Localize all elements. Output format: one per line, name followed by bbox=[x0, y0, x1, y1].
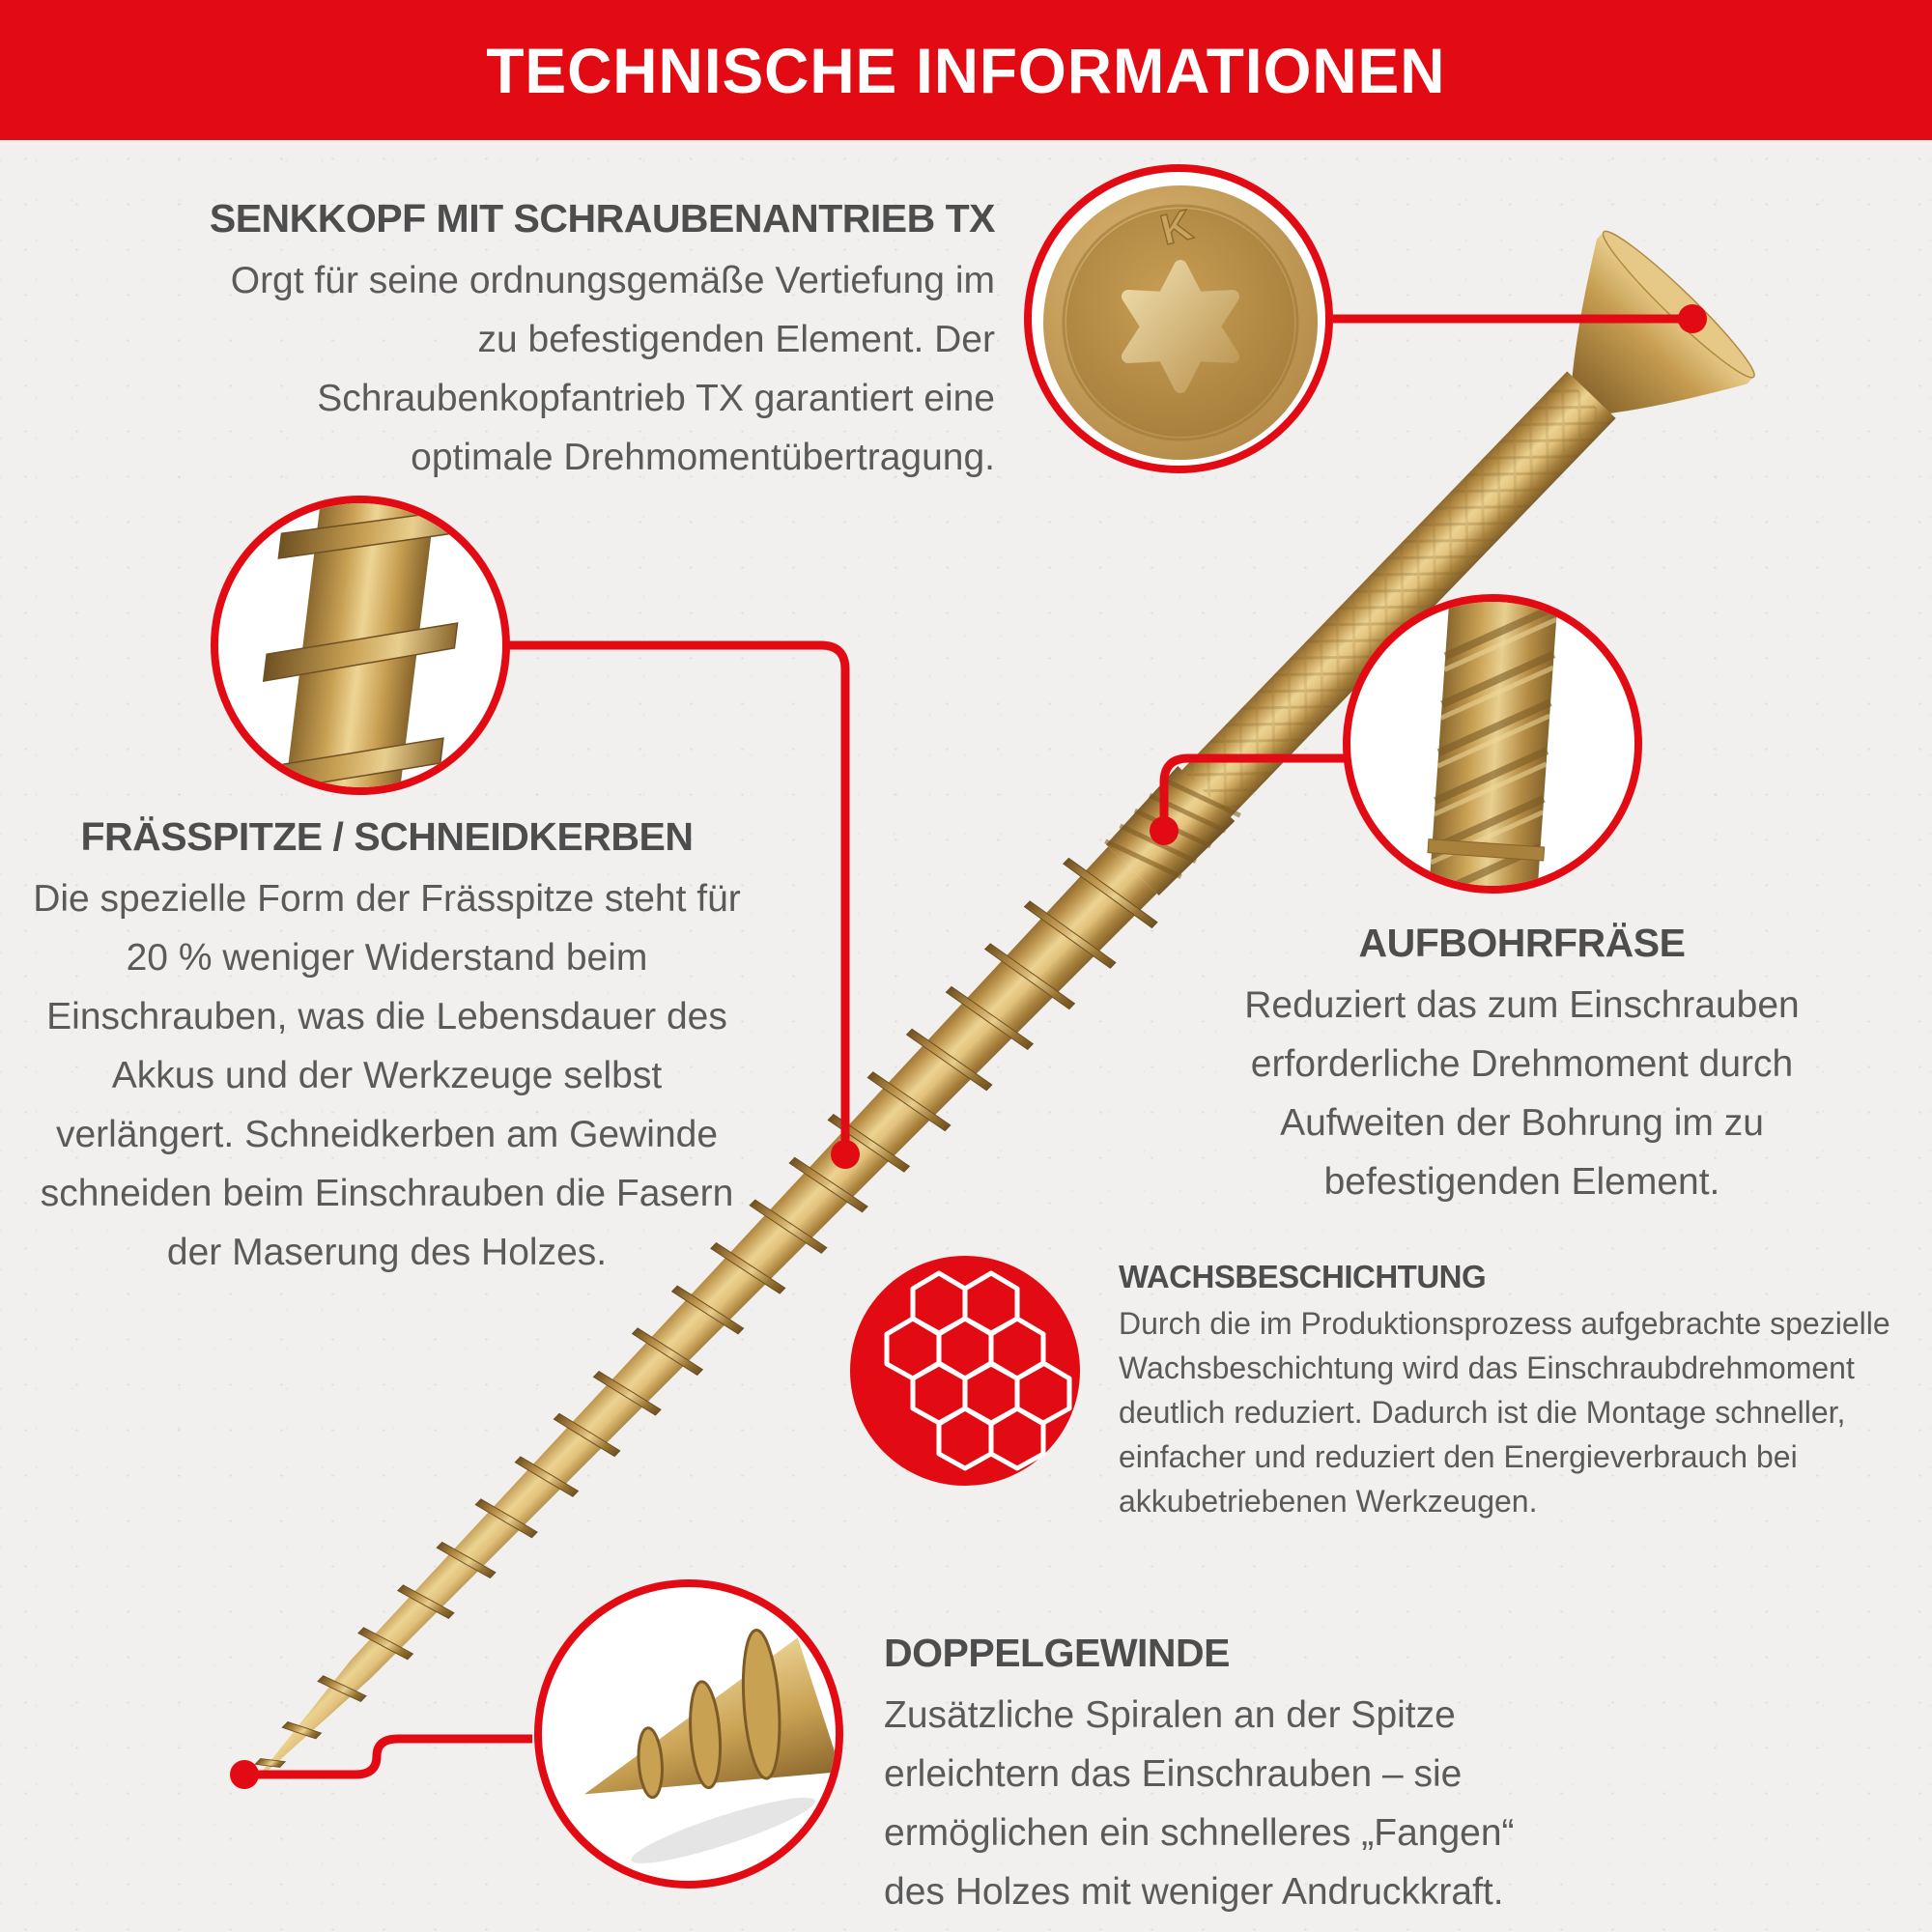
wachsbeschichtung-heading: WACHSBESCHICHTUNG bbox=[1119, 1259, 1487, 1294]
aufbohrfraese-body: Reduziert das zum Einschrauben erforderliche Drehmoment durch Aufweiten der Bohrung im zu befestigenden Element. bbox=[1244, 984, 1800, 1203]
section-fraesspitze bbox=[27, 814, 747, 1282]
section-wachsbeschichtung bbox=[1119, 1259, 1911, 1523]
callout-screw-head bbox=[1024, 164, 1333, 473]
callout-thread-detail bbox=[211, 496, 510, 795]
page-title: TECHNISCHE INFORMATIONEN bbox=[486, 34, 1446, 106]
leader-tip bbox=[244, 1739, 532, 1775]
leader-mill bbox=[1164, 758, 1348, 817]
doppelgewinde-heading: DOPPELGEWINDE bbox=[884, 1631, 1230, 1675]
section-doppelgewinde bbox=[884, 1631, 1579, 1921]
tip-detail bbox=[542, 1587, 836, 1881]
wachsbeschichtung-body: Durch die im Produktionsprozess aufgebrachte spezielle Wachsbeschichtung wird das Einschraubdrehmoment deutlich reduziert. Dadurch ist die Montage schneller, einfacher und reduziert den Energieverbrauch bei akkubetriebenen Werkzeugen. bbox=[1119, 1306, 1890, 1519]
aufbohrfraese-heading: AUFBOHRFRÄSE bbox=[1358, 921, 1686, 965]
callout-tip-detail bbox=[534, 1579, 843, 1889]
mill-detail bbox=[1350, 602, 1634, 886]
wax-coating-badge bbox=[850, 1256, 1080, 1486]
title-banner bbox=[0, 0, 1932, 140]
doppelgewinde-body: Zusätzliche Spiralen an der Spitze erleichtern das Einschrauben – sie ermöglichen ein schnelleres „Fangen“ des Holzes mit weniger Andruckkraft. bbox=[884, 1694, 1515, 1913]
head-stamp-letter: K bbox=[1155, 201, 1198, 255]
callout-mill-detail bbox=[1343, 594, 1642, 894]
fraesspitze-heading: FRÄSSPITZE / SCHNEIDKERBEN bbox=[80, 814, 694, 859]
thread-detail bbox=[218, 503, 502, 787]
section-senkkopf bbox=[198, 196, 995, 487]
section-aufbohrfraese bbox=[1177, 921, 1867, 1211]
senkkopf-heading: SENKKOPF MIT SCHRAUBENANTRIEB TX bbox=[209, 196, 995, 241]
fraesspitze-body: Die spezielle Form der Frässpitze steht für 20 % weniger Widerstand beim Einschrauben, was die Lebensdauer des Akkus und der Werkzeuge selbst verlängert. Schneidkerben am Gewinde schneiden beim Einschrauben die Fasern der Maserung des Holzes. bbox=[33, 878, 741, 1273]
screw-head-detail bbox=[1032, 172, 1325, 466]
senkkopf-body: Orgt für seine ordnungsgemäße Vertiefung im zu befestigenden Element. Der Schraubenkopfantrieb TX garantiert eine optimale Drehmomentübertragung. bbox=[230, 260, 995, 478]
